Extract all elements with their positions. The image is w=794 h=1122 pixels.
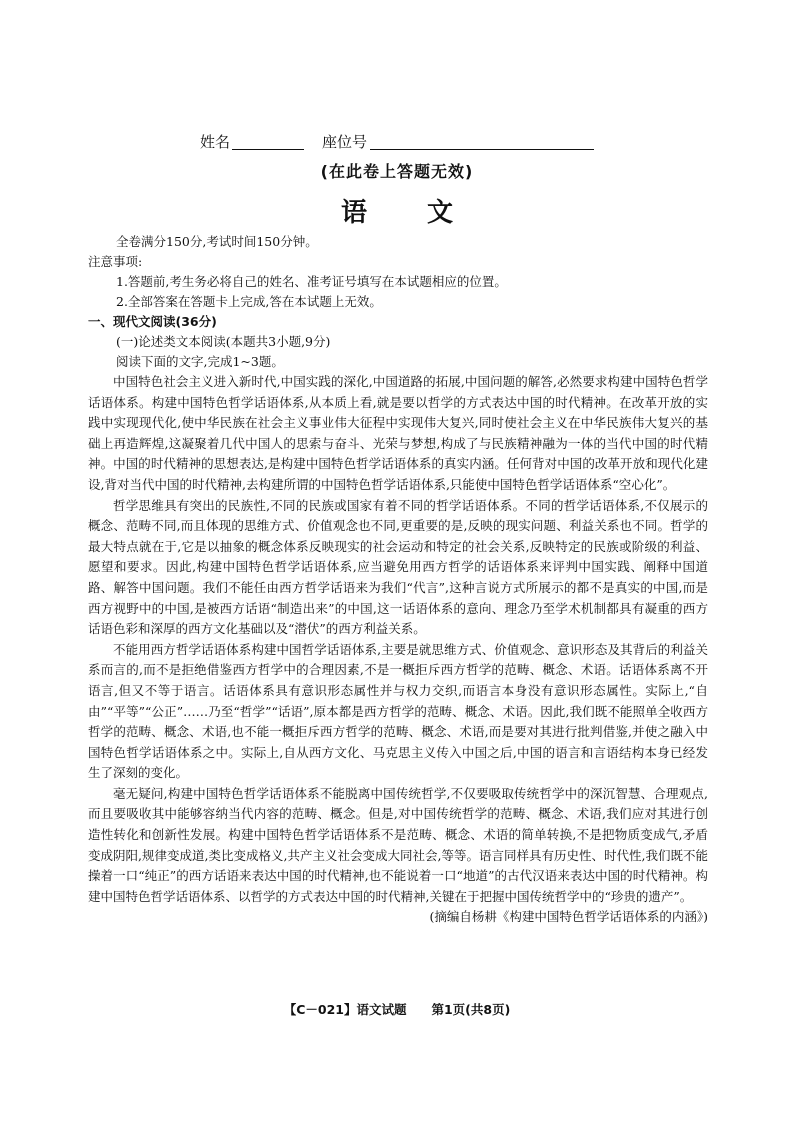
exam-body <box>88 232 708 927</box>
notes-title: 注意事项: <box>88 254 143 269</box>
passage-paragraph-2: 哲学思维具有突出的民族性,不同的民族或国家有着不同的哲学话语体系。不同的哲学话语体系,不仅展示的概念、范畴不同,而且体现的思维方式、价值观念也不同,更重要的是,反映的现实问题、利益关系也不同。哲学的最大特点就在于,它是以抽象的概念体系反映现实的社会运动和特定的社会关系,反映特定的民族或阶级的利益、愿望和要求。因此,构建中国特色哲学话语体系,应当避免用西方哲学的话语体系来评判中国实践、阐释中国道路、解答中国问题。我们不能任由西方哲学话语来为我们“代言”,这种言说方式所展示的都不是真实的中国,而是西方视野中的中国,是被西方话语“制造出来”的中国,这一话语体系的意向、理念乃至学术机制都具有凝重的西方话语色彩和深厚的西方文化基础以及“潜伏”的西方利益关系。 <box>88 497 708 637</box>
passage-paragraph-3: 不能用西方哲学话语体系构建中国哲学话语体系,主要是就思维方式、价值观念、意识形态及其背后的利益关系而言的,而不是拒绝借鉴西方哲学中的合理因素,不是一概拒斥西方哲学的范畴、概念、术语。话语体系离不开语言,但又不等于语言。话语体系具有意识形态属性并与权力交织,而语言本身没有意识形态属性。实际上,“自由”“平等”“公正”……乃至“哲学”“话语”,原本都是西方哲学的范畴、概念、术语。因此,我们既不能照单全收西方哲学的范畴、概念、术语,也不能一概拒斥西方哲学的范畴、概念、术语,而是要对其进行批判借鉴,并使之融入中国特色哲学话语体系之中。实际上,自从西方文化、马克思主义传入中国之后,中国的语言和言语结构本身已经发生了深刻的变化。 <box>88 641 708 781</box>
passage-attribution: (摘编自杨耕《构建中国特色哲学话语体系的内涵》) <box>429 909 708 925</box>
name-blank <box>232 149 304 150</box>
seat-blank <box>370 149 594 150</box>
subsection-title: (一)论述类文本阅读(本题共3小题,9分) <box>116 334 331 349</box>
passage-paragraph-1: 中国特色社会主义进入新时代,中国实践的深化,中国道路的拓展,中国问题的解答,必然要求构建中国特色哲学话语体系。构建中国特色哲学话语体系,从本质上看,就是要以哲学的方式表达中国的时代精神。在改革开放的实践中实现现代化,使中华民族在社会主义事业伟大征程中实现伟大复兴,同时使社会主义在中华民族伟大复兴的基础上再造辉煌,这凝聚着几代中国人的思索与奋斗、光荣与梦想,构成了与民族精神融为一体的当代中国的时代精神。中国的时代精神的思想表达,是构建中国特色哲学话语体系的真实内涵。任何背对中国的改革开放和现代化建设,背对当代中国的时代精神,去构建所谓的中国特色哲学话语体系,只能使中国特色哲学话语体系“空心化”。 <box>88 374 708 492</box>
reading-instruction: 阅读下面的文字,完成1~3题。 <box>116 354 284 369</box>
score-time-info: 全卷满分150分,考试时间150分钟。 <box>116 234 318 249</box>
name-label: 姓名 <box>200 133 231 151</box>
note-item-1: 1.答题前,考生务必将自己的姓名、准考证号填写在本试题相应的位置。 <box>116 274 507 289</box>
subject-title: 语文 <box>340 198 513 228</box>
passage-paragraph-4: 毫无疑问,构建中国特色哲学话语体系不能脱离中国传统哲学,不仅要吸取传统哲学中的深沉智慧、合理观点,而且要吸收其中能够容纳当代内容的范畴、概念。但是,对中国传统哲学的范畴、概念、术语,我们应对其进行创造性转化和创新性发展。构建中国特色哲学话语体系不是范畴、概念、术语的简单转换,不是把物质变成气,矛盾变成阴阳,规律变成道,类比变成格义,共产主义社会变成大同社会,等等。语言同样具有历史性、时代性,我们既不能操着一口“纯正”的西方话语来表达中国的时代精神,也不能说着一口“地道”的古代汉语来表达中国的时代精神。构建中国特色哲学话语体系、以哲学的方式表达中国的时代精神,关键在于把握中国传统哲学中的“珍贵的遗产”。 <box>88 785 708 904</box>
section-title: 一、现代文阅读(36分) <box>88 314 217 329</box>
note-item-2: 2.全部答案在答题卡上完成,答在本试题上无效。 <box>116 294 382 309</box>
seat-label: 座位号 <box>322 133 368 151</box>
page-footer: 【C－021】语文试题 第1页(共8页) <box>283 1002 511 1017</box>
invalid-answer-note: (在此卷上答题无效) <box>320 162 474 181</box>
